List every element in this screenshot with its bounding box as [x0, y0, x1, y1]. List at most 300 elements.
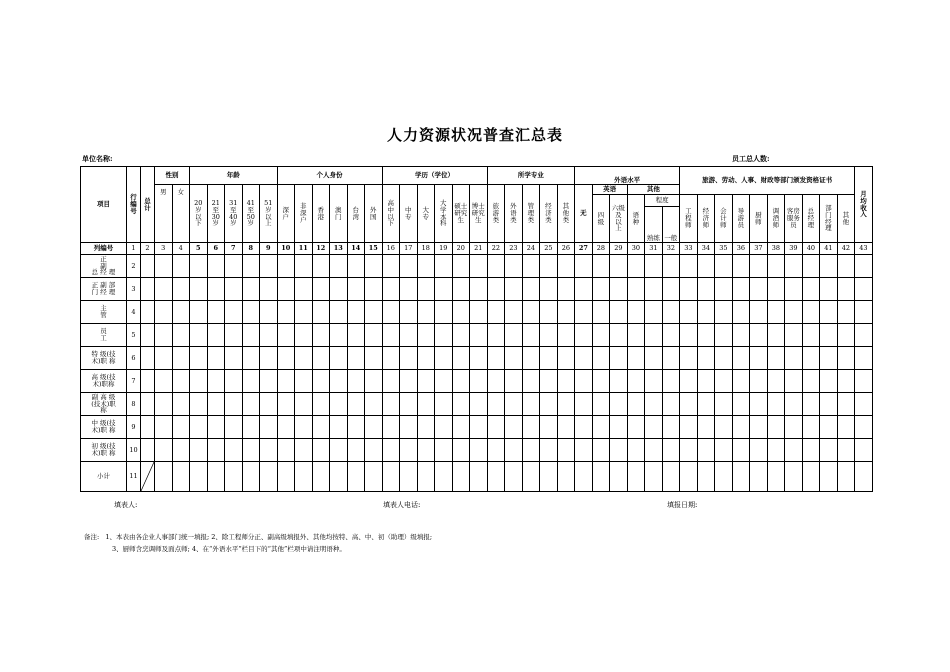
data-input-cell[interactable]: [697, 324, 715, 347]
data-input-cell[interactable]: [400, 462, 418, 492]
data-input-cell[interactable]: [505, 393, 523, 416]
data-input-cell[interactable]: [400, 393, 418, 416]
data-input-cell[interactable]: [610, 278, 628, 301]
data-input-cell[interactable]: [785, 255, 803, 278]
data-input-cell[interactable]: [417, 393, 435, 416]
data-input-cell[interactable]: [610, 347, 628, 370]
data-input-cell[interactable]: [312, 439, 330, 462]
data-input-cell[interactable]: [295, 439, 313, 462]
data-input-cell[interactable]: [365, 370, 383, 393]
data-input-cell[interactable]: [172, 393, 190, 416]
data-input-cell[interactable]: [487, 439, 505, 462]
data-input-cell[interactable]: [715, 324, 733, 347]
data-input-cell[interactable]: [680, 278, 698, 301]
data-input-cell[interactable]: [347, 324, 365, 347]
row-total-input[interactable]: [141, 462, 155, 492]
data-input-cell[interactable]: [697, 370, 715, 393]
data-input-cell[interactable]: [662, 324, 680, 347]
data-input-cell[interactable]: [505, 439, 523, 462]
data-input-cell[interactable]: [732, 324, 750, 347]
data-input-cell[interactable]: [750, 462, 768, 492]
data-input-cell[interactable]: [767, 439, 785, 462]
data-input-cell[interactable]: [382, 416, 400, 439]
data-input-cell[interactable]: [662, 462, 680, 492]
data-input-cell[interactable]: [312, 462, 330, 492]
data-input-cell[interactable]: [382, 255, 400, 278]
data-input-cell[interactable]: [505, 278, 523, 301]
data-input-cell[interactable]: [260, 255, 278, 278]
data-input-cell[interactable]: [540, 370, 558, 393]
data-input-cell[interactable]: [277, 255, 295, 278]
data-input-cell[interactable]: [575, 278, 593, 301]
data-input-cell[interactable]: [557, 324, 575, 347]
data-input-cell[interactable]: [697, 347, 715, 370]
data-input-cell[interactable]: [715, 462, 733, 492]
data-input-cell[interactable]: [662, 416, 680, 439]
data-input-cell[interactable]: [330, 370, 348, 393]
data-input-cell[interactable]: [627, 393, 645, 416]
data-input-cell[interactable]: [680, 255, 698, 278]
data-input-cell[interactable]: [260, 416, 278, 439]
data-input-cell[interactable]: [470, 439, 488, 462]
data-input-cell[interactable]: [365, 347, 383, 370]
data-input-cell[interactable]: [400, 416, 418, 439]
data-input-cell[interactable]: [662, 370, 680, 393]
data-input-cell[interactable]: [207, 347, 225, 370]
data-input-cell[interactable]: [820, 255, 838, 278]
data-input-cell[interactable]: [750, 416, 768, 439]
data-input-cell[interactable]: [330, 301, 348, 324]
data-input-cell[interactable]: [295, 278, 313, 301]
data-input-cell[interactable]: [750, 439, 768, 462]
data-input-cell[interactable]: [767, 416, 785, 439]
data-input-cell[interactable]: [820, 301, 838, 324]
data-input-cell[interactable]: [225, 255, 243, 278]
data-input-cell[interactable]: [470, 301, 488, 324]
data-input-cell[interactable]: [347, 416, 365, 439]
row-total-input[interactable]: [141, 278, 155, 301]
data-input-cell[interactable]: [837, 393, 855, 416]
data-input-cell[interactable]: [575, 347, 593, 370]
data-input-cell[interactable]: [820, 439, 838, 462]
data-input-cell[interactable]: [487, 416, 505, 439]
data-input-cell[interactable]: [697, 439, 715, 462]
data-input-cell[interactable]: [225, 301, 243, 324]
data-input-cell[interactable]: [750, 370, 768, 393]
data-input-cell[interactable]: [172, 324, 190, 347]
data-input-cell[interactable]: [452, 462, 470, 492]
data-input-cell[interactable]: [225, 370, 243, 393]
data-input-cell[interactable]: [417, 255, 435, 278]
data-input-cell[interactable]: [505, 370, 523, 393]
data-input-cell[interactable]: [715, 301, 733, 324]
data-input-cell[interactable]: [820, 462, 838, 492]
data-input-cell[interactable]: [365, 278, 383, 301]
data-input-cell[interactable]: [207, 416, 225, 439]
data-input-cell[interactable]: [802, 347, 820, 370]
data-input-cell[interactable]: [645, 255, 663, 278]
data-input-cell[interactable]: [260, 347, 278, 370]
data-input-cell[interactable]: [837, 416, 855, 439]
data-input-cell[interactable]: [470, 462, 488, 492]
data-input-cell[interactable]: [575, 462, 593, 492]
data-input-cell[interactable]: [715, 370, 733, 393]
data-input-cell[interactable]: [557, 462, 575, 492]
data-input-cell[interactable]: [365, 324, 383, 347]
data-input-cell[interactable]: [540, 416, 558, 439]
data-input-cell[interactable]: [417, 278, 435, 301]
data-input-cell[interactable]: [452, 278, 470, 301]
data-input-cell[interactable]: [295, 347, 313, 370]
data-input-cell[interactable]: [627, 301, 645, 324]
data-input-cell[interactable]: [785, 347, 803, 370]
data-input-cell[interactable]: [190, 278, 208, 301]
data-input-cell[interactable]: [540, 324, 558, 347]
data-input-cell[interactable]: [767, 393, 785, 416]
data-input-cell[interactable]: [277, 393, 295, 416]
data-input-cell[interactable]: [435, 370, 453, 393]
data-input-cell[interactable]: [155, 324, 173, 347]
data-input-cell[interactable]: [225, 347, 243, 370]
data-input-cell[interactable]: [452, 393, 470, 416]
data-input-cell[interactable]: [592, 416, 610, 439]
data-input-cell[interactable]: [802, 393, 820, 416]
data-input-cell[interactable]: [435, 416, 453, 439]
data-input-cell[interactable]: [242, 324, 260, 347]
data-input-cell[interactable]: [155, 278, 173, 301]
data-input-cell[interactable]: [837, 324, 855, 347]
data-input-cell[interactable]: [575, 439, 593, 462]
data-input-cell[interactable]: [330, 255, 348, 278]
data-input-cell[interactable]: [190, 347, 208, 370]
data-input-cell[interactable]: [662, 393, 680, 416]
data-input-cell[interactable]: [750, 278, 768, 301]
data-input-cell[interactable]: [172, 439, 190, 462]
data-input-cell[interactable]: [347, 301, 365, 324]
data-input-cell[interactable]: [365, 462, 383, 492]
data-input-cell[interactable]: [470, 324, 488, 347]
data-input-cell[interactable]: [820, 347, 838, 370]
data-input-cell[interactable]: [505, 416, 523, 439]
data-input-cell[interactable]: [417, 439, 435, 462]
data-input-cell[interactable]: [837, 370, 855, 393]
data-input-cell[interactable]: [347, 347, 365, 370]
data-input-cell[interactable]: [347, 439, 365, 462]
data-input-cell[interactable]: [452, 370, 470, 393]
data-input-cell[interactable]: [190, 324, 208, 347]
data-input-cell[interactable]: [400, 347, 418, 370]
data-input-cell[interactable]: [382, 393, 400, 416]
data-input-cell[interactable]: [312, 278, 330, 301]
data-input-cell[interactable]: [347, 278, 365, 301]
data-input-cell[interactable]: [260, 462, 278, 492]
data-input-cell[interactable]: [400, 370, 418, 393]
data-input-cell[interactable]: [750, 255, 768, 278]
data-input-cell[interactable]: [767, 324, 785, 347]
data-input-cell[interactable]: [802, 439, 820, 462]
data-input-cell[interactable]: [610, 462, 628, 492]
data-input-cell[interactable]: [330, 324, 348, 347]
data-input-cell[interactable]: [785, 370, 803, 393]
data-input-cell[interactable]: [277, 324, 295, 347]
data-input-cell[interactable]: [277, 301, 295, 324]
data-input-cell[interactable]: [277, 439, 295, 462]
data-input-cell[interactable]: [190, 416, 208, 439]
data-input-cell[interactable]: [697, 462, 715, 492]
data-input-cell[interactable]: [190, 255, 208, 278]
data-input-cell[interactable]: [382, 462, 400, 492]
data-input-cell[interactable]: [540, 462, 558, 492]
data-input-cell[interactable]: [225, 393, 243, 416]
data-input-cell[interactable]: [295, 301, 313, 324]
data-input-cell[interactable]: [190, 393, 208, 416]
data-input-cell[interactable]: [592, 462, 610, 492]
data-input-cell[interactable]: [592, 324, 610, 347]
data-input-cell[interactable]: [802, 370, 820, 393]
data-input-cell[interactable]: [260, 278, 278, 301]
data-input-cell[interactable]: [487, 255, 505, 278]
data-input-cell[interactable]: [697, 393, 715, 416]
data-input-cell[interactable]: [662, 278, 680, 301]
data-input-cell[interactable]: [627, 347, 645, 370]
data-input-cell[interactable]: [837, 301, 855, 324]
data-input-cell[interactable]: [172, 416, 190, 439]
data-input-cell[interactable]: [382, 347, 400, 370]
data-input-cell[interactable]: [190, 462, 208, 492]
data-input-cell[interactable]: [487, 347, 505, 370]
data-input-cell[interactable]: [225, 439, 243, 462]
data-input-cell[interactable]: [680, 462, 698, 492]
data-input-cell[interactable]: [802, 324, 820, 347]
data-input-cell[interactable]: [260, 324, 278, 347]
data-input-cell[interactable]: [487, 393, 505, 416]
data-input-cell[interactable]: [190, 370, 208, 393]
data-input-cell[interactable]: [435, 439, 453, 462]
data-input-cell[interactable]: [330, 347, 348, 370]
data-input-cell[interactable]: [680, 347, 698, 370]
data-input-cell[interactable]: [207, 393, 225, 416]
data-input-cell[interactable]: [855, 393, 873, 416]
data-input-cell[interactable]: [697, 255, 715, 278]
data-input-cell[interactable]: [662, 255, 680, 278]
data-input-cell[interactable]: [750, 324, 768, 347]
data-input-cell[interactable]: [260, 301, 278, 324]
data-input-cell[interactable]: [855, 439, 873, 462]
data-input-cell[interactable]: [382, 439, 400, 462]
data-input-cell[interactable]: [522, 278, 540, 301]
data-input-cell[interactable]: [837, 278, 855, 301]
data-input-cell[interactable]: [645, 278, 663, 301]
data-input-cell[interactable]: [767, 301, 785, 324]
data-input-cell[interactable]: [855, 347, 873, 370]
data-input-cell[interactable]: [330, 462, 348, 492]
data-input-cell[interactable]: [312, 393, 330, 416]
data-input-cell[interactable]: [715, 393, 733, 416]
data-input-cell[interactable]: [627, 255, 645, 278]
data-input-cell[interactable]: [540, 255, 558, 278]
data-input-cell[interactable]: [242, 301, 260, 324]
data-input-cell[interactable]: [505, 324, 523, 347]
data-input-cell[interactable]: [435, 324, 453, 347]
row-total-input[interactable]: [141, 324, 155, 347]
data-input-cell[interactable]: [645, 393, 663, 416]
data-input-cell[interactable]: [732, 347, 750, 370]
data-input-cell[interactable]: [365, 439, 383, 462]
data-input-cell[interactable]: [540, 301, 558, 324]
data-input-cell[interactable]: [855, 416, 873, 439]
data-input-cell[interactable]: [365, 416, 383, 439]
data-input-cell[interactable]: [242, 255, 260, 278]
data-input-cell[interactable]: [820, 278, 838, 301]
data-input-cell[interactable]: [697, 301, 715, 324]
data-input-cell[interactable]: [750, 301, 768, 324]
data-input-cell[interactable]: [347, 393, 365, 416]
data-input-cell[interactable]: [627, 416, 645, 439]
data-input-cell[interactable]: [260, 439, 278, 462]
data-input-cell[interactable]: [610, 370, 628, 393]
data-input-cell[interactable]: [540, 393, 558, 416]
data-input-cell[interactable]: [347, 462, 365, 492]
data-input-cell[interactable]: [207, 278, 225, 301]
data-input-cell[interactable]: [557, 301, 575, 324]
data-input-cell[interactable]: [435, 462, 453, 492]
row-total-input[interactable]: [141, 255, 155, 278]
data-input-cell[interactable]: [557, 278, 575, 301]
data-input-cell[interactable]: [242, 370, 260, 393]
data-input-cell[interactable]: [645, 301, 663, 324]
data-input-cell[interactable]: [400, 301, 418, 324]
data-input-cell[interactable]: [172, 462, 190, 492]
data-input-cell[interactable]: [155, 301, 173, 324]
data-input-cell[interactable]: [645, 462, 663, 492]
data-input-cell[interactable]: [750, 347, 768, 370]
data-input-cell[interactable]: [207, 462, 225, 492]
data-input-cell[interactable]: [470, 255, 488, 278]
data-input-cell[interactable]: [225, 324, 243, 347]
data-input-cell[interactable]: [452, 439, 470, 462]
data-input-cell[interactable]: [312, 324, 330, 347]
data-input-cell[interactable]: [312, 301, 330, 324]
data-input-cell[interactable]: [575, 301, 593, 324]
data-input-cell[interactable]: [645, 439, 663, 462]
data-input-cell[interactable]: [697, 278, 715, 301]
data-input-cell[interactable]: [260, 370, 278, 393]
data-input-cell[interactable]: [330, 439, 348, 462]
data-input-cell[interactable]: [207, 324, 225, 347]
data-input-cell[interactable]: [242, 278, 260, 301]
data-input-cell[interactable]: [627, 439, 645, 462]
data-input-cell[interactable]: [522, 324, 540, 347]
data-input-cell[interactable]: [610, 255, 628, 278]
data-input-cell[interactable]: [505, 301, 523, 324]
data-input-cell[interactable]: [732, 439, 750, 462]
data-input-cell[interactable]: [295, 393, 313, 416]
data-input-cell[interactable]: [540, 439, 558, 462]
data-input-cell[interactable]: [312, 347, 330, 370]
data-input-cell[interactable]: [312, 255, 330, 278]
data-input-cell[interactable]: [417, 462, 435, 492]
data-input-cell[interactable]: [487, 370, 505, 393]
data-input-cell[interactable]: [190, 439, 208, 462]
data-input-cell[interactable]: [330, 416, 348, 439]
data-input-cell[interactable]: [470, 347, 488, 370]
data-input-cell[interactable]: [785, 278, 803, 301]
data-input-cell[interactable]: [295, 324, 313, 347]
data-input-cell[interactable]: [680, 370, 698, 393]
data-input-cell[interactable]: [592, 370, 610, 393]
data-input-cell[interactable]: [732, 462, 750, 492]
data-input-cell[interactable]: [627, 462, 645, 492]
data-input-cell[interactable]: [435, 301, 453, 324]
data-input-cell[interactable]: [820, 416, 838, 439]
data-input-cell[interactable]: [172, 278, 190, 301]
data-input-cell[interactable]: [522, 393, 540, 416]
data-input-cell[interactable]: [575, 416, 593, 439]
data-input-cell[interactable]: [592, 347, 610, 370]
data-input-cell[interactable]: [505, 347, 523, 370]
data-input-cell[interactable]: [767, 462, 785, 492]
data-input-cell[interactable]: [837, 462, 855, 492]
data-input-cell[interactable]: [522, 462, 540, 492]
data-input-cell[interactable]: [715, 416, 733, 439]
data-input-cell[interactable]: [400, 324, 418, 347]
data-input-cell[interactable]: [785, 393, 803, 416]
data-input-cell[interactable]: [522, 255, 540, 278]
data-input-cell[interactable]: [417, 370, 435, 393]
data-input-cell[interactable]: [487, 462, 505, 492]
data-input-cell[interactable]: [820, 370, 838, 393]
data-input-cell[interactable]: [610, 301, 628, 324]
data-input-cell[interactable]: [155, 347, 173, 370]
data-input-cell[interactable]: [470, 416, 488, 439]
data-input-cell[interactable]: [277, 462, 295, 492]
data-input-cell[interactable]: [295, 462, 313, 492]
data-input-cell[interactable]: [172, 301, 190, 324]
data-input-cell[interactable]: [417, 301, 435, 324]
data-input-cell[interactable]: [365, 255, 383, 278]
data-input-cell[interactable]: [540, 278, 558, 301]
data-input-cell[interactable]: [487, 278, 505, 301]
data-input-cell[interactable]: [470, 393, 488, 416]
data-input-cell[interactable]: [592, 255, 610, 278]
data-input-cell[interactable]: [610, 439, 628, 462]
data-input-cell[interactable]: [802, 278, 820, 301]
data-input-cell[interactable]: [330, 278, 348, 301]
data-input-cell[interactable]: [557, 439, 575, 462]
data-input-cell[interactable]: [470, 278, 488, 301]
data-input-cell[interactable]: [452, 301, 470, 324]
data-input-cell[interactable]: [837, 255, 855, 278]
row-total-input[interactable]: [141, 416, 155, 439]
data-input-cell[interactable]: [732, 370, 750, 393]
data-input-cell[interactable]: [750, 393, 768, 416]
data-input-cell[interactable]: [627, 370, 645, 393]
data-input-cell[interactable]: [242, 462, 260, 492]
data-input-cell[interactable]: [225, 416, 243, 439]
data-input-cell[interactable]: [155, 462, 173, 492]
data-input-cell[interactable]: [242, 393, 260, 416]
data-input-cell[interactable]: [680, 439, 698, 462]
data-input-cell[interactable]: [435, 393, 453, 416]
data-input-cell[interactable]: [155, 416, 173, 439]
row-total-input[interactable]: [141, 301, 155, 324]
data-input-cell[interactable]: [155, 370, 173, 393]
data-input-cell[interactable]: [400, 255, 418, 278]
data-input-cell[interactable]: [155, 393, 173, 416]
data-input-cell[interactable]: [767, 278, 785, 301]
data-input-cell[interactable]: [592, 393, 610, 416]
data-input-cell[interactable]: [680, 416, 698, 439]
